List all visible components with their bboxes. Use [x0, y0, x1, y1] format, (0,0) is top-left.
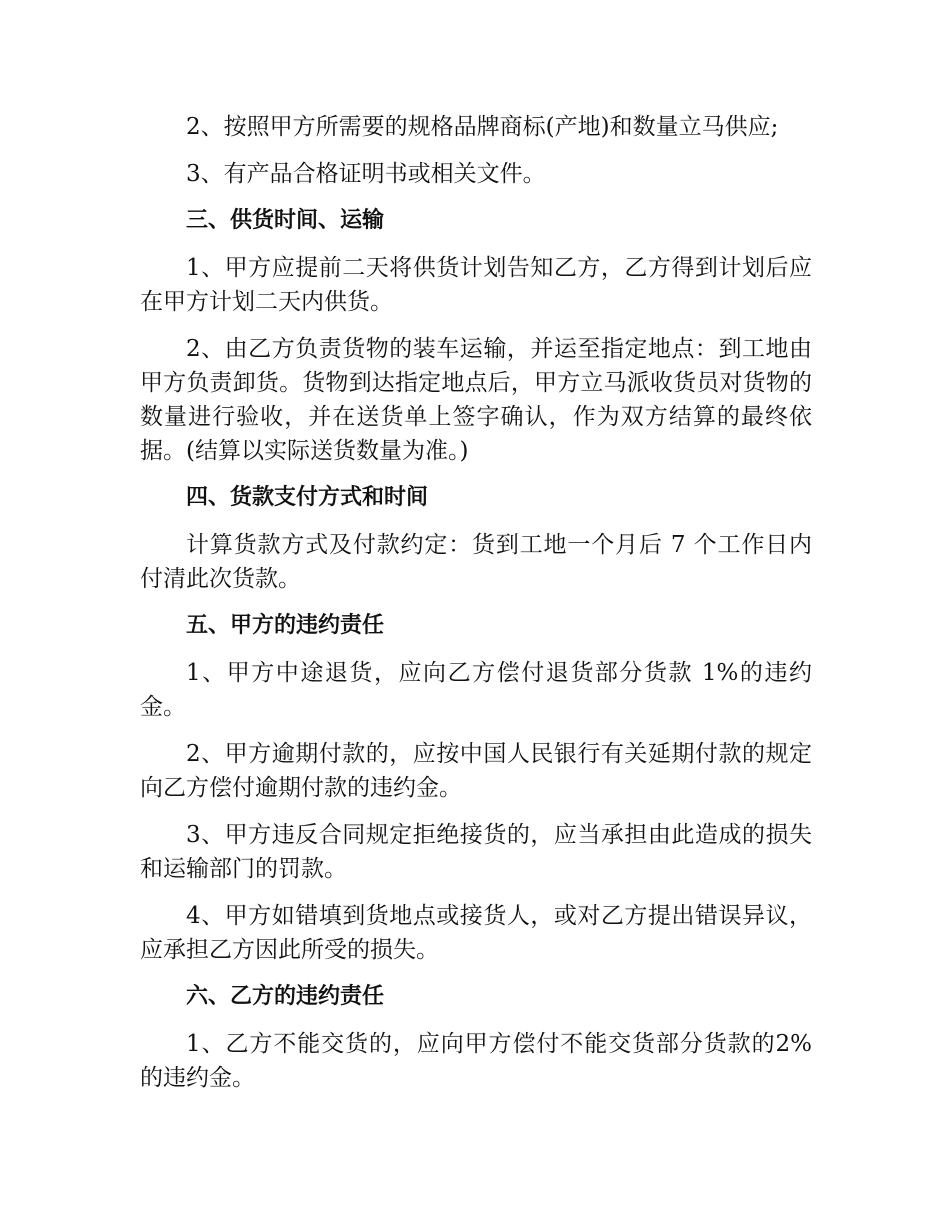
- paragraph-transport: 2、由乙方负责货物的装车运输，并运至指定地点：到工地由甲方负责卸货。货物到达指定地点后，甲方立马派收货员对货物的数量进行验收，并在送货单上签字确认，作为双方结算的最终依据。(结算以实际送货数量为准。): [140, 336, 812, 464]
- document-page: [140, 110, 812, 1108]
- paragraph-a-wrong-address: 4、甲方如错填到货地点或接货人，或对乙方提出错误异议，应承担乙方因此所受的损失。: [140, 903, 812, 963]
- paragraph-certificate: 3、有产品合格证明书或相关文件。: [186, 161, 546, 187]
- paragraph-supply-spec: 2、按照甲方所需要的规格品牌商标(产地)和数量立马供应;: [186, 114, 779, 140]
- paragraph-delivery-plan: 1、甲方应提前二天将供货计划告知乙方，乙方得到计划后应在甲方计划二天内供货。: [140, 255, 812, 315]
- heading-party-b-liability: 六、乙方的违约责任: [186, 984, 385, 1009]
- paragraph-a-return: 1、甲方中途退货，应向乙方偿付退货部分货款 1%的违约金。: [140, 660, 812, 720]
- paragraph-a-refuse: 3、甲方违反合同规定拒绝接货的，应当承担由此造成的损失和运输部门的罚款。: [140, 822, 812, 882]
- heading-delivery-time: 三、供货时间、运输: [186, 208, 385, 233]
- paragraph-b-no-delivery: 1、乙方不能交货的，应向甲方偿付不能交货部分货款的2%的违约金。: [140, 1031, 812, 1091]
- heading-party-a-liability: 五、甲方的违约责任: [186, 613, 385, 638]
- heading-payment: 四、货款支付方式和时间: [186, 485, 429, 510]
- paragraph-payment-terms: 计算货款方式及付款约定：货到工地一个月后 7 个工作日内付清此次货款。: [140, 532, 812, 592]
- paragraph-a-late-payment: 2、甲方逾期付款的，应按中国人民银行有关延期付款的规定向乙方偿付逾期付款的违约金。: [140, 741, 812, 801]
